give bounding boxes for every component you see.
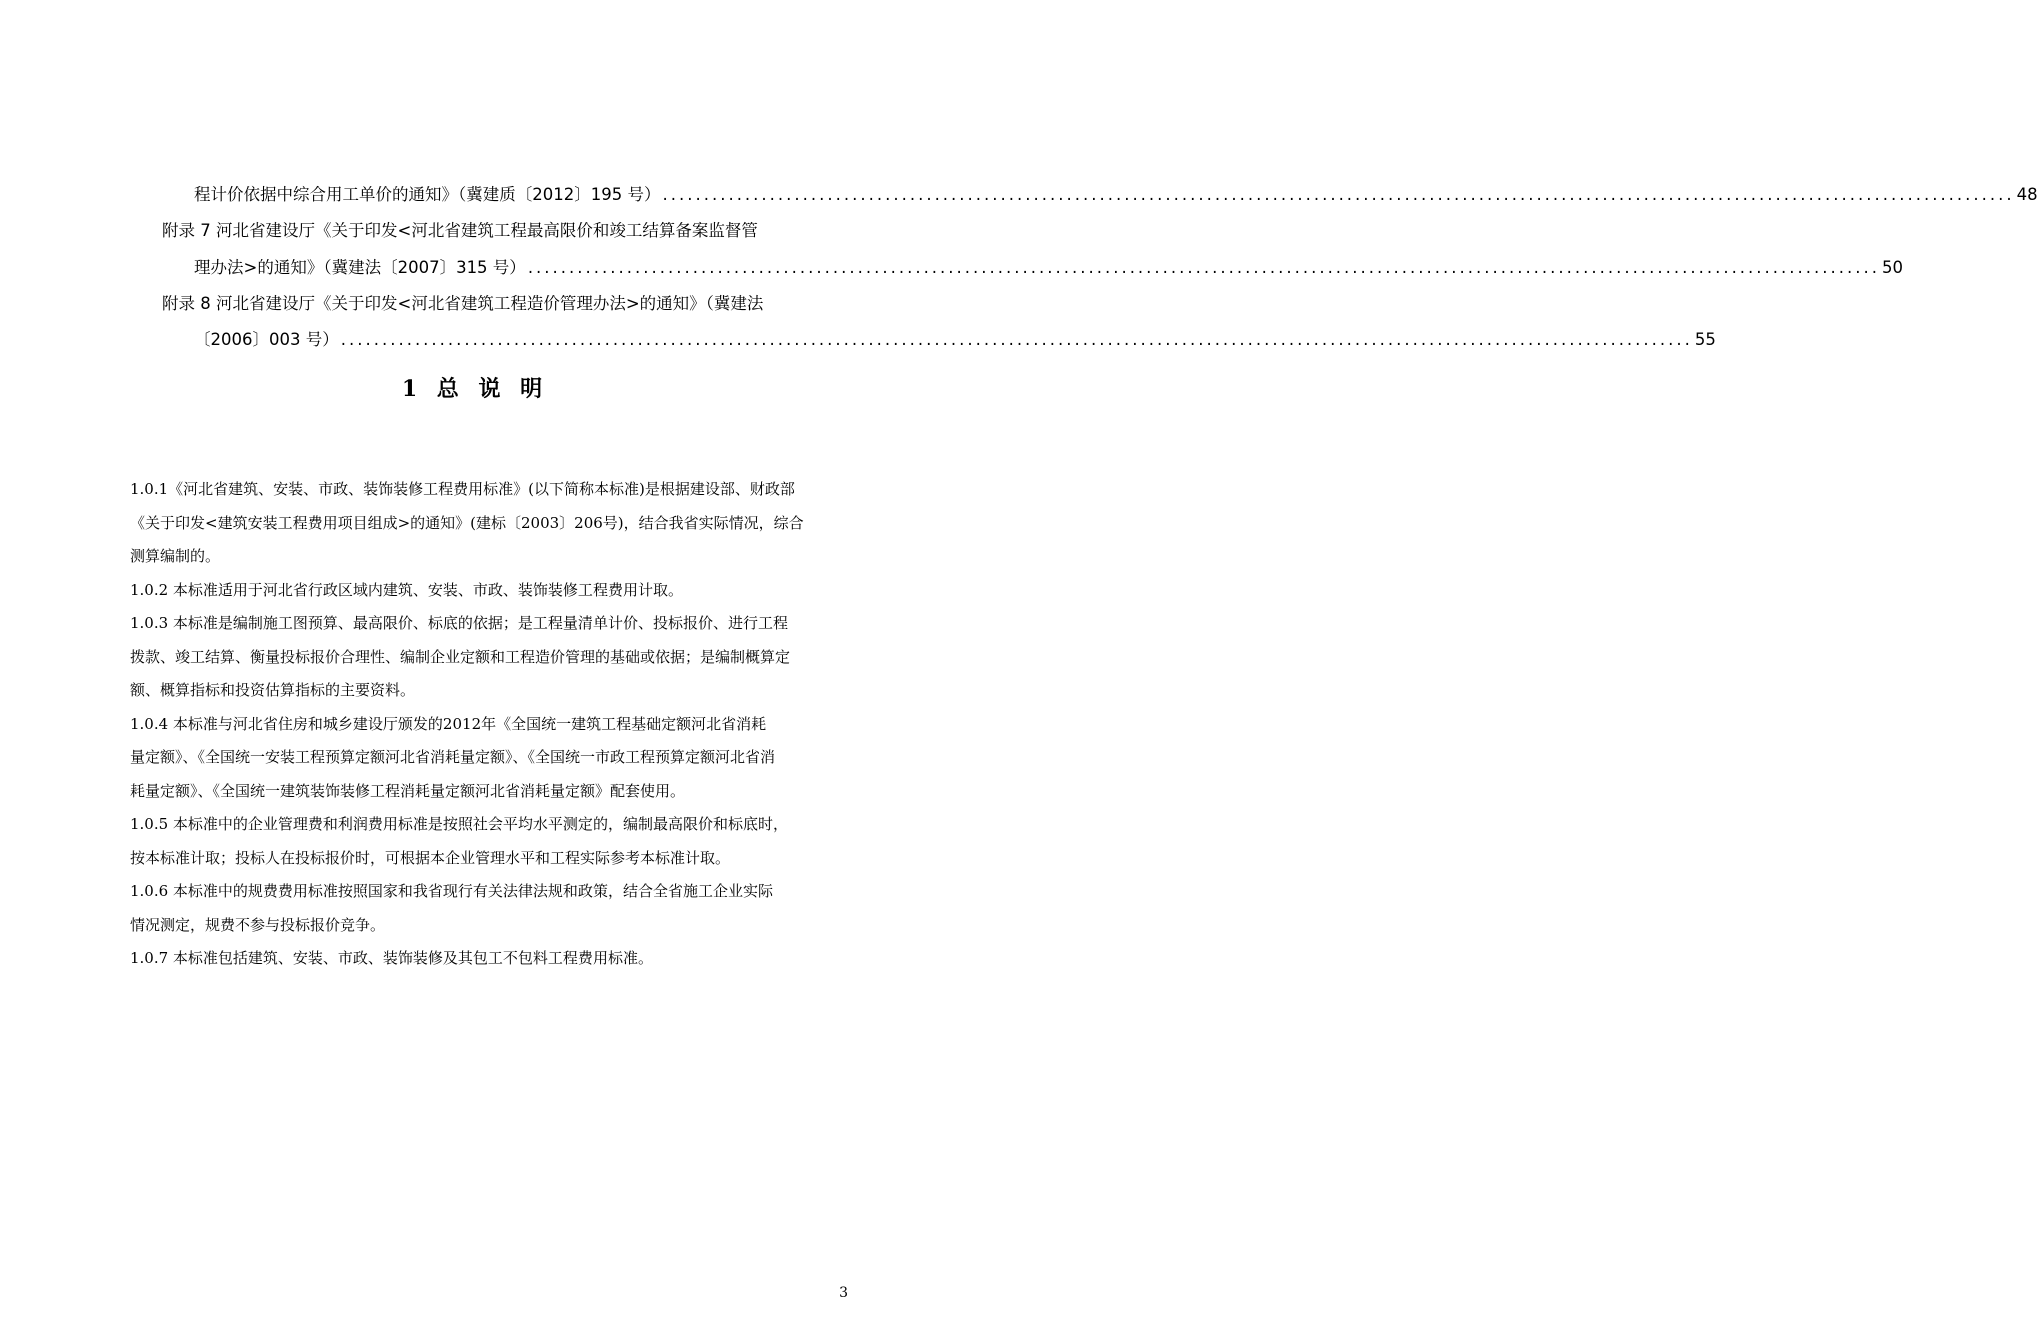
page-number: 3: [839, 1285, 848, 1301]
toc-entry-appendix-7-cont: [194, 256, 1903, 280]
body-line: 1.0.5 本标准中的企业管理费和利润费用标准是按照社会平均水平测定的，编制最高限价和标底时，: [130, 815, 788, 833]
toc-entry-appendix-8-cont: [194, 328, 1716, 352]
body-line: 情况测定，规费不参与投标报价竞争。: [130, 915, 386, 934]
toc-page-number: 48: [2016, 185, 2038, 204]
body-line: 1.0.1《河北省建筑、安装、市政、装饰装修工程费用标准》(以下简称本标准)是根据建设部、财政部: [130, 480, 795, 498]
toc-entry-text: 理办法>的通知》（冀建法〔2007〕315 号）: [194, 258, 526, 277]
body-line: 量定额》、《全国统一安装工程预算定额河北省消耗量定额》、《全国统一市政工程预算定额河北省消: [130, 748, 776, 766]
body-line: 《关于印发<建筑安装工程费用项目组成>的通知》(建标〔2003〕206号)，结合我省实际情况，综合: [130, 513, 804, 532]
body-line: 1.0.3 本标准是编制施工图预算、最高限价、标底的依据；是工程量清单计价、投标报价、进行工程: [130, 614, 788, 632]
body-line: 1.0.2 本标准适用于河北省行政区域内建筑、安装、市政、装饰装修工程费用计取。: [130, 580, 683, 599]
toc-leader-dots: ....................................................................................................................................................................: [340, 330, 1693, 349]
body-line: 测算编制的。: [130, 547, 221, 565]
body-line: 1.0.7 本标准包括建筑、安装、市政、装饰装修及其包工不包料工程费用标准。: [130, 949, 653, 967]
toc-entry-text: 〔2006〕003 号）: [194, 330, 339, 349]
body-line: 耗量定额》、《全国统一建筑装饰装修工程消耗量定额河北省消耗量定额》配套使用。: [130, 781, 686, 800]
body-line: 按本标准计取；投标人在投标报价时，可根据本企业管理水平和工程实际参考本标准计取。: [130, 848, 731, 867]
body-text: [130, 473, 855, 976]
toc-leader-dots: ....................................................................................................................................................................: [662, 185, 2015, 204]
toc-page-number: 50: [1881, 258, 1903, 277]
toc-entry-appendix-7: 附录 7 河北省建设厅《关于印发<河北省建筑工程最高限价和竣工结算备案监督管: [162, 221, 758, 240]
toc-entry-appendix-8: 附录 8 河北省建设厅《关于印发<河北省建筑工程造价管理办法>的通知》（冀建法: [162, 294, 764, 313]
toc-entry-continued: [194, 183, 2038, 207]
body-line: 额、概算指标和投资估算指标的主要资料。: [130, 681, 416, 699]
body-line: 拨款、竣工结算、衡量投标报价合理性、编制企业定额和工程造价管理的基础或依据；是编制概算定: [130, 647, 791, 666]
toc-page-number: 55: [1694, 330, 1716, 349]
body-line: 1.0.6 本标准中的规费费用标准按照国家和我省现行有关法律法规和政策，结合全省施工企业实际: [130, 882, 773, 900]
body-line: 1.0.4 本标准与河北省住房和城乡建设厅颁发的2012年《全国统一建筑工程基础定额河北省消耗: [130, 714, 767, 733]
toc-leader-dots: ....................................................................................................................................................................: [527, 258, 1880, 277]
toc-entry-text: 程计价依据中综合用工单价的通知》（冀建质〔2012〕195 号）: [194, 185, 661, 204]
section-title: 1 总 说 明: [401, 376, 549, 402]
